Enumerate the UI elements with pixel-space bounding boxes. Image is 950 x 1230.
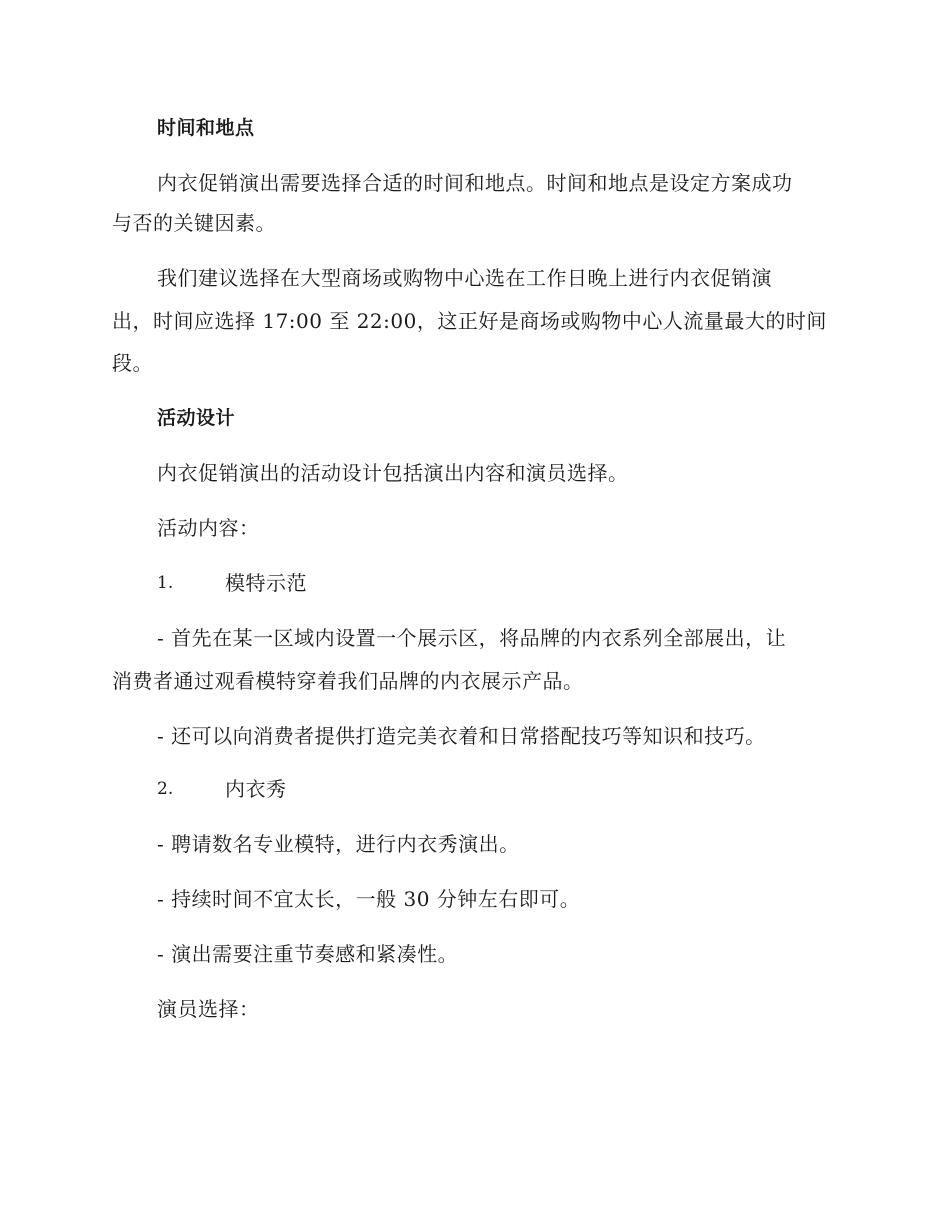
list-item-title: 模特示范 [225, 571, 307, 595]
bullet-line: 消费者通过观看模特穿着我们品牌的内衣展示产品。 [112, 669, 584, 693]
paragraph-line: 内衣促销演出的活动设计包括演出内容和演员选择。 [157, 461, 629, 485]
paragraph-line: 内衣促销演出需要选择合适的时间和地点。时间和地点是设定方案成功 [157, 171, 793, 195]
paragraph-line: 我们建议选择在大型商场或购物中心选在工作日晚上进行内衣促销演 [157, 266, 772, 290]
section-heading-time-location: 时间和地点 [157, 117, 255, 139]
bullet-line: - 首先在某一区域内设置一个展示区，将品牌的内衣系列全部展出，让 [157, 626, 787, 650]
list-item-number: 1. [157, 573, 174, 593]
bullet-line: - 持续时间不宜太长，一般 30 分钟左右即可。 [157, 887, 581, 911]
bullet-line: - 聘请数名专业模特，进行内衣秀演出。 [157, 832, 520, 856]
actors-label: 演员选择： [157, 997, 260, 1021]
list-item-title: 内衣秀 [225, 777, 287, 801]
paragraph-line: 出，时间应选择 17:00 至 22:00，这正好是商场或购物中心人流量最大的时间 [112, 309, 827, 333]
section-heading-activity-design: 活动设计 [157, 407, 236, 429]
paragraph-line: 段。 [112, 351, 153, 375]
bullet-line: - 演出需要注重节奏感和紧凑性。 [157, 942, 459, 966]
content-label: 活动内容： [157, 516, 260, 540]
paragraph-line: 与否的关键因素。 [112, 211, 276, 235]
bullet-line: - 还可以向消费者提供打造完美衣着和日常搭配技巧等知识和技巧。 [157, 724, 766, 748]
list-item-number: 2. [157, 779, 174, 799]
